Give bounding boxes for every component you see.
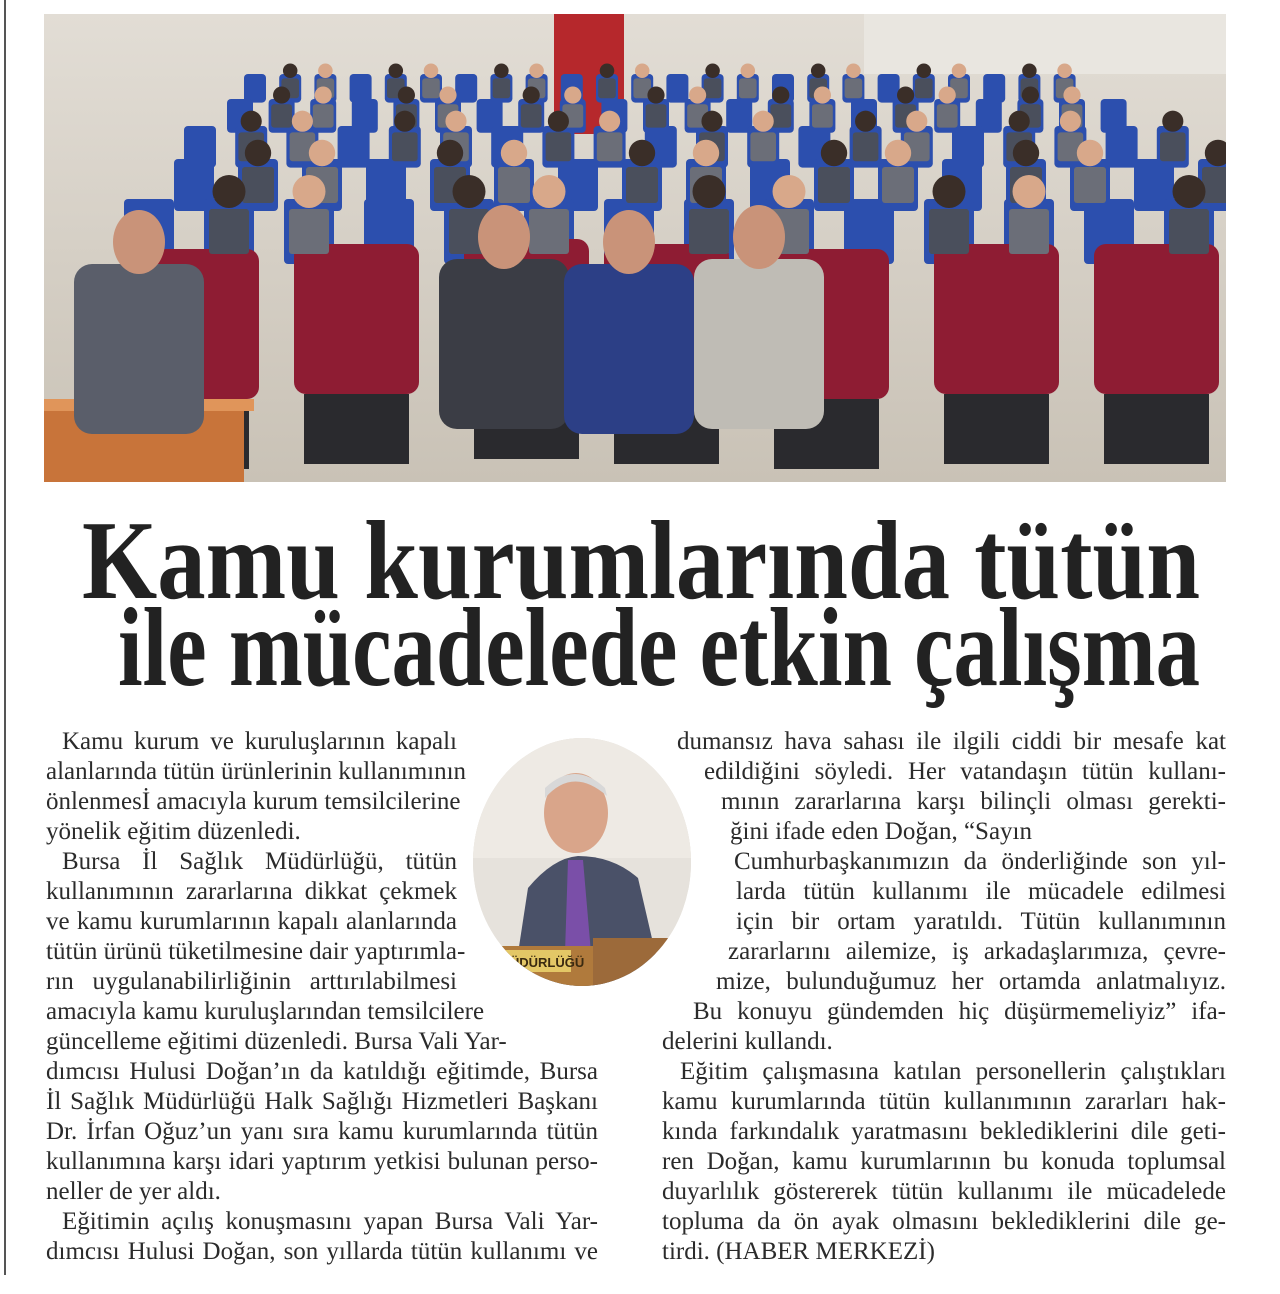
audience-person (241, 111, 262, 132)
article-text-line: kullanımının zararlarına dikkat çekmek (46, 878, 457, 905)
blue-seat (983, 74, 1005, 103)
audience-person (897, 87, 914, 104)
audience-person (394, 111, 415, 132)
audience-person (445, 111, 466, 132)
article-text-line: ve kamu kurumlarının kapalı alanlarında (46, 908, 457, 935)
audience-person (1060, 111, 1081, 132)
audience-person (885, 140, 911, 166)
audience-person (245, 140, 271, 166)
audience-person (917, 63, 932, 78)
article-text-line: Eğitim çalışmasına katılan personellerin çalıştıkları (680, 1058, 1226, 1085)
audience-person (811, 63, 826, 78)
blue-seat (666, 74, 688, 103)
article-text-line: mize, bulunduğumuz her ortamda anlatmalıyız. (716, 968, 1226, 995)
red-seat (934, 244, 1059, 394)
audience-person (855, 111, 876, 132)
audience-person (523, 87, 540, 104)
audience-person (1022, 87, 1039, 104)
audience-person (424, 63, 439, 78)
audience-person (1022, 63, 1037, 78)
article-text-line: delerini kullandı. (662, 1028, 833, 1055)
article-text-line: edildiğini söyledi. Her vatandaşın tütün kullanı- (704, 758, 1226, 785)
audience-person (1063, 87, 1080, 104)
speaker-photo-image (473, 738, 691, 986)
audience-person (773, 175, 806, 208)
audience-person (647, 87, 664, 104)
audience-person (693, 175, 726, 208)
speaker-photo (473, 738, 691, 986)
audience-person (939, 87, 956, 104)
audience-person (453, 175, 486, 208)
audience-person (1013, 140, 1039, 166)
article-text-line: dımcısı Hulusi Doğan, son yıllarda tütün kullanımı ve (46, 1238, 598, 1265)
audience-person (705, 63, 720, 78)
audience-person (689, 87, 706, 104)
article-text-line: topluma da ön ayak olmasını beklediklerini dile ge- (662, 1208, 1226, 1235)
audience-person (952, 63, 967, 78)
article-text-line: kullanımına karşı idari yaptırım yetkisi bulunan perso- (46, 1148, 598, 1175)
article-text-line: tirdi. (HABER MERKEZİ) (662, 1238, 935, 1265)
audience-person (629, 140, 655, 166)
audience-person (1077, 140, 1103, 166)
red-seat (294, 244, 419, 394)
article-text-line: ren Doğan, kamu kurumlarının bu konuda toplumsal (662, 1148, 1226, 1175)
blue-seat (338, 126, 370, 168)
article-text-line: neller de yer aldı. (46, 1178, 221, 1205)
article-text-line: tütün ürünü tüketilmesine dair yaptırımla- (46, 938, 466, 965)
audience-person (564, 87, 581, 104)
article-text-line: Kamu kurum ve kuruluşlarının kapalı (62, 728, 457, 755)
article-text-line: mının zararlarına karşı bilinçli olması gerekti- (721, 788, 1226, 815)
audience-person (846, 63, 861, 78)
audience-person (772, 87, 789, 104)
audience-person (753, 111, 774, 132)
headline-line-2 (0, 586, 1280, 710)
audience-person (1013, 175, 1046, 208)
audience-person (741, 63, 756, 78)
audience-person (318, 63, 333, 78)
blue-seat (878, 74, 900, 103)
blue-seat (350, 74, 372, 103)
article-text-line: kında farkındalık yaratmasını beklediklerini dile geti- (662, 1118, 1226, 1145)
auditorium-photo-image (44, 14, 1226, 482)
audience-person (437, 140, 463, 166)
headline-text: Kamu kurumlarında tütün (82, 499, 1200, 623)
article-text-line: ğini ifade eden Doğan, “Sayın (730, 818, 1032, 845)
audience-person (213, 175, 246, 208)
article-text-line: İl Sağlık Müdürlüğü Halk Sağlığı Hizmetleri Başkanı (46, 1088, 598, 1115)
article-text-line: rın uygulanabilirliğinin arttırılabilmesi (46, 968, 457, 995)
audience-person (439, 87, 456, 104)
blue-seat (455, 74, 477, 103)
audience-person (701, 111, 722, 132)
article-text-line: Dr. İrfan Oğuz’un yanı sıra kamu kurumlarında tütün (46, 1118, 598, 1145)
podium-sign-text: MÜDÜRLÜĞÜ (499, 955, 585, 970)
audience-person (293, 175, 326, 208)
audience-person (529, 63, 544, 78)
audience-person (635, 63, 650, 78)
audience-person (533, 175, 566, 208)
article-text-line: zararlarını ailemize, iş arkadaşlarımıza, çevre- (728, 938, 1226, 965)
audience-person (906, 111, 927, 132)
audience-person (933, 175, 966, 208)
article-text-line: amacıyla kamu kuruluşlarından temsilcilere (46, 998, 485, 1025)
article-text-line: önlenmesİ amacıyla kurum temsilcilerine (46, 788, 461, 815)
article-text-line: için bir ortam yaratıldı. Tütün kullanımının (736, 908, 1226, 935)
audience-person (398, 87, 415, 104)
article-text-line: Cumhurbaşkanımızın da önderliğinde son yıl- (734, 848, 1226, 875)
red-seat (1094, 244, 1219, 394)
article-text-line: kamu kurumlarında tütün kullanımının zararları hak- (662, 1088, 1226, 1115)
audience-person (599, 111, 620, 132)
blue-seat (1106, 126, 1138, 168)
audience-person (821, 140, 847, 166)
article-text-line: dumansız hava sahası ile ilgili ciddi bir mesafe kat (677, 728, 1226, 755)
audience-person (292, 111, 313, 132)
audience-person (389, 63, 404, 78)
article-text-line: yönelik eğitim düzenledi. (46, 818, 301, 845)
audience-person (273, 87, 290, 104)
article-text-line: Bursa İl Sağlık Müdürlüğü, tütün (62, 848, 457, 875)
audience-person (1009, 111, 1030, 132)
article-text-line: alanlarında tütün ürünlerinin kullanımının (46, 758, 467, 785)
audience-person (600, 63, 615, 78)
audience-person (494, 63, 509, 78)
audience-person (814, 87, 831, 104)
audience-person (693, 140, 719, 166)
article-text-line: larda tütün kullanımı ile mücadele edilmesi (736, 878, 1226, 905)
article-text-line: güncelleme eğitimi düzenledi. Bursa Vali Yar- (46, 1028, 507, 1055)
blue-seat (244, 74, 266, 103)
audience-person (309, 140, 335, 166)
audience-person (501, 140, 527, 166)
headline-text: ile mücadelede etkin çalışma (118, 586, 1200, 710)
audience-person (283, 63, 298, 78)
article-text-line: Bu konuyu gündemden hiç düşürmemeliyiz” ifa- (693, 998, 1226, 1025)
article-text-line: dımcısı Hulusi Doğan’ın da katıldığı eğitimde, Bursa (46, 1058, 598, 1085)
audience-person (1173, 175, 1206, 208)
article-text-line: duyarlılık göstererek tütün kullanımı ile mücadelede (662, 1178, 1226, 1205)
audience-person (548, 111, 569, 132)
auditorium-photo (44, 14, 1226, 482)
audience-person (315, 87, 332, 104)
audience-person (1162, 111, 1183, 132)
audience-person (1057, 63, 1072, 78)
article-text-line: Eğitimin açılış konuşmasını yapan Bursa Vali Yar- (62, 1208, 598, 1235)
